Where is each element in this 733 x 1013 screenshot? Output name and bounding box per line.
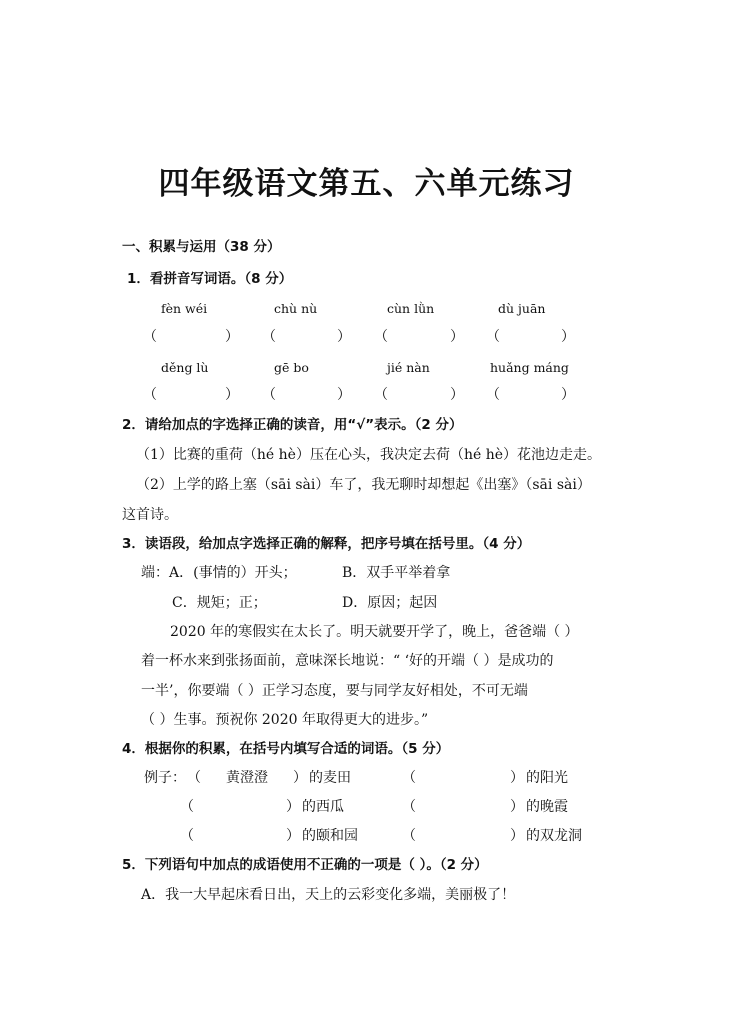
phrase-summer-palace: 的颐和园 (302, 828, 358, 844)
answer-paren-close: ） (561, 387, 575, 403)
answer-paren-open: （ (486, 329, 500, 345)
phrase-sunset-clouds: 的晚霞 (526, 799, 568, 815)
question-2-line-3: 这首诗。 (122, 507, 178, 523)
answer-paren-close: ） (225, 329, 239, 345)
answer-paren-close: ） (510, 770, 524, 786)
phrase-wheat-field: 的麦田 (309, 770, 351, 786)
answer-paren-open: （ (402, 799, 416, 815)
phrase-watermelon: 的西瓜 (302, 799, 344, 815)
pinyin-2: chù nù (274, 301, 318, 316)
definition-b: B．双手平举着拿 (342, 565, 451, 581)
question-5-option-a: A．我一大早起床看日出，天上的云彩变化多端，美丽极了！ (141, 887, 516, 903)
answer-paren-close: ） (450, 387, 464, 403)
question-2-line-1: （1）比赛的重荷（hé hè）压在心头，我决定去荷（hé hè）花池边走走。 (136, 447, 602, 463)
question-2-prompt: 2．请给加点的字选择正确的读音，用“√”表示。（2 分） (122, 417, 463, 433)
answer-paren-open: （ (262, 329, 276, 345)
pinyin-6: gē bo (274, 360, 309, 375)
answer-paren-open: （ (143, 329, 157, 345)
example-label: 例子： (144, 770, 186, 786)
page-title: 四年级语文第五、六单元练习 (158, 166, 575, 202)
answer-paren-close: ） (293, 770, 307, 786)
passage-line-2: 着一杯水来到张扬面前，意味深长地说：“ ‘好的开端（ ）是成功的 (141, 653, 554, 669)
question-1-prompt: 1．看拼音写词语。（8 分） (127, 271, 293, 287)
answer-paren-open: （ (187, 770, 201, 786)
answer-paren-open: （ (143, 387, 157, 403)
answer-paren-open: （ (486, 387, 500, 403)
answer-paren-close: ） (450, 329, 464, 345)
passage-line-3: 一半’，你要端（ ）正学习态度，要与同学友好相处，不可无端 (141, 683, 528, 699)
passage-line-1: 2020 年的寒假实在太长了。明天就要开学了，晚上，爸爸端（ ） (170, 624, 579, 640)
pinyin-4: dù juān (498, 301, 546, 316)
answer-paren-open: （ (374, 387, 388, 403)
phrase-sunshine: 的阳光 (526, 770, 568, 786)
example-word: 黄澄澄 (226, 770, 268, 786)
passage-line-4: （ ）生事。预祝你 2020 年取得更大的进步。” (141, 712, 429, 728)
answer-paren-open: （ (374, 329, 388, 345)
answer-paren-open: （ (262, 387, 276, 403)
phrase-double-dragon-cave: 的双龙洞 (526, 828, 582, 844)
answer-paren-close: ） (286, 828, 300, 844)
definition-c: C．规矩；正； (172, 595, 267, 611)
question-3-prompt: 3．读语段，给加点字选择正确的解释，把序号填在括号里。（4 分） (122, 536, 531, 552)
answer-paren-close: ） (225, 387, 239, 403)
answer-paren-close: ） (286, 799, 300, 815)
question-2-line-2: （2）上学的路上塞（sāi sài）车了，我无聊时却想起《出塞》（sāi sài） (136, 477, 591, 493)
answer-paren-close: ） (561, 329, 575, 345)
answer-paren-open: （ (402, 828, 416, 844)
definition-d: D．原因；起因 (342, 595, 438, 611)
answer-paren-open: （ (180, 799, 194, 815)
pinyin-5: děng lù (161, 360, 209, 375)
answer-paren-close: ） (510, 799, 524, 815)
question-5-prompt: 5．下列语句中加点的成语使用不正确的一项是（ ）。（2 分） (122, 857, 488, 873)
pinyin-7: jié nàn (387, 360, 430, 375)
answer-paren-close: ） (337, 329, 351, 345)
pinyin-3: cùn lǜn (387, 301, 435, 316)
answer-paren-open: （ (180, 828, 194, 844)
pinyin-8: huǎng máng (490, 360, 569, 375)
section-heading: 一、积累与运用（38 分） (122, 239, 281, 255)
pinyin-1: fèn wéi (161, 301, 208, 316)
answer-paren-close: ） (337, 387, 351, 403)
answer-paren-open: （ (402, 770, 416, 786)
definition-a: 端：A．(事情的）开头； (141, 565, 297, 581)
question-4-prompt: 4．根据你的积累，在括号内填写合适的词语。（5 分） (122, 741, 450, 757)
answer-paren-close: ） (510, 828, 524, 844)
